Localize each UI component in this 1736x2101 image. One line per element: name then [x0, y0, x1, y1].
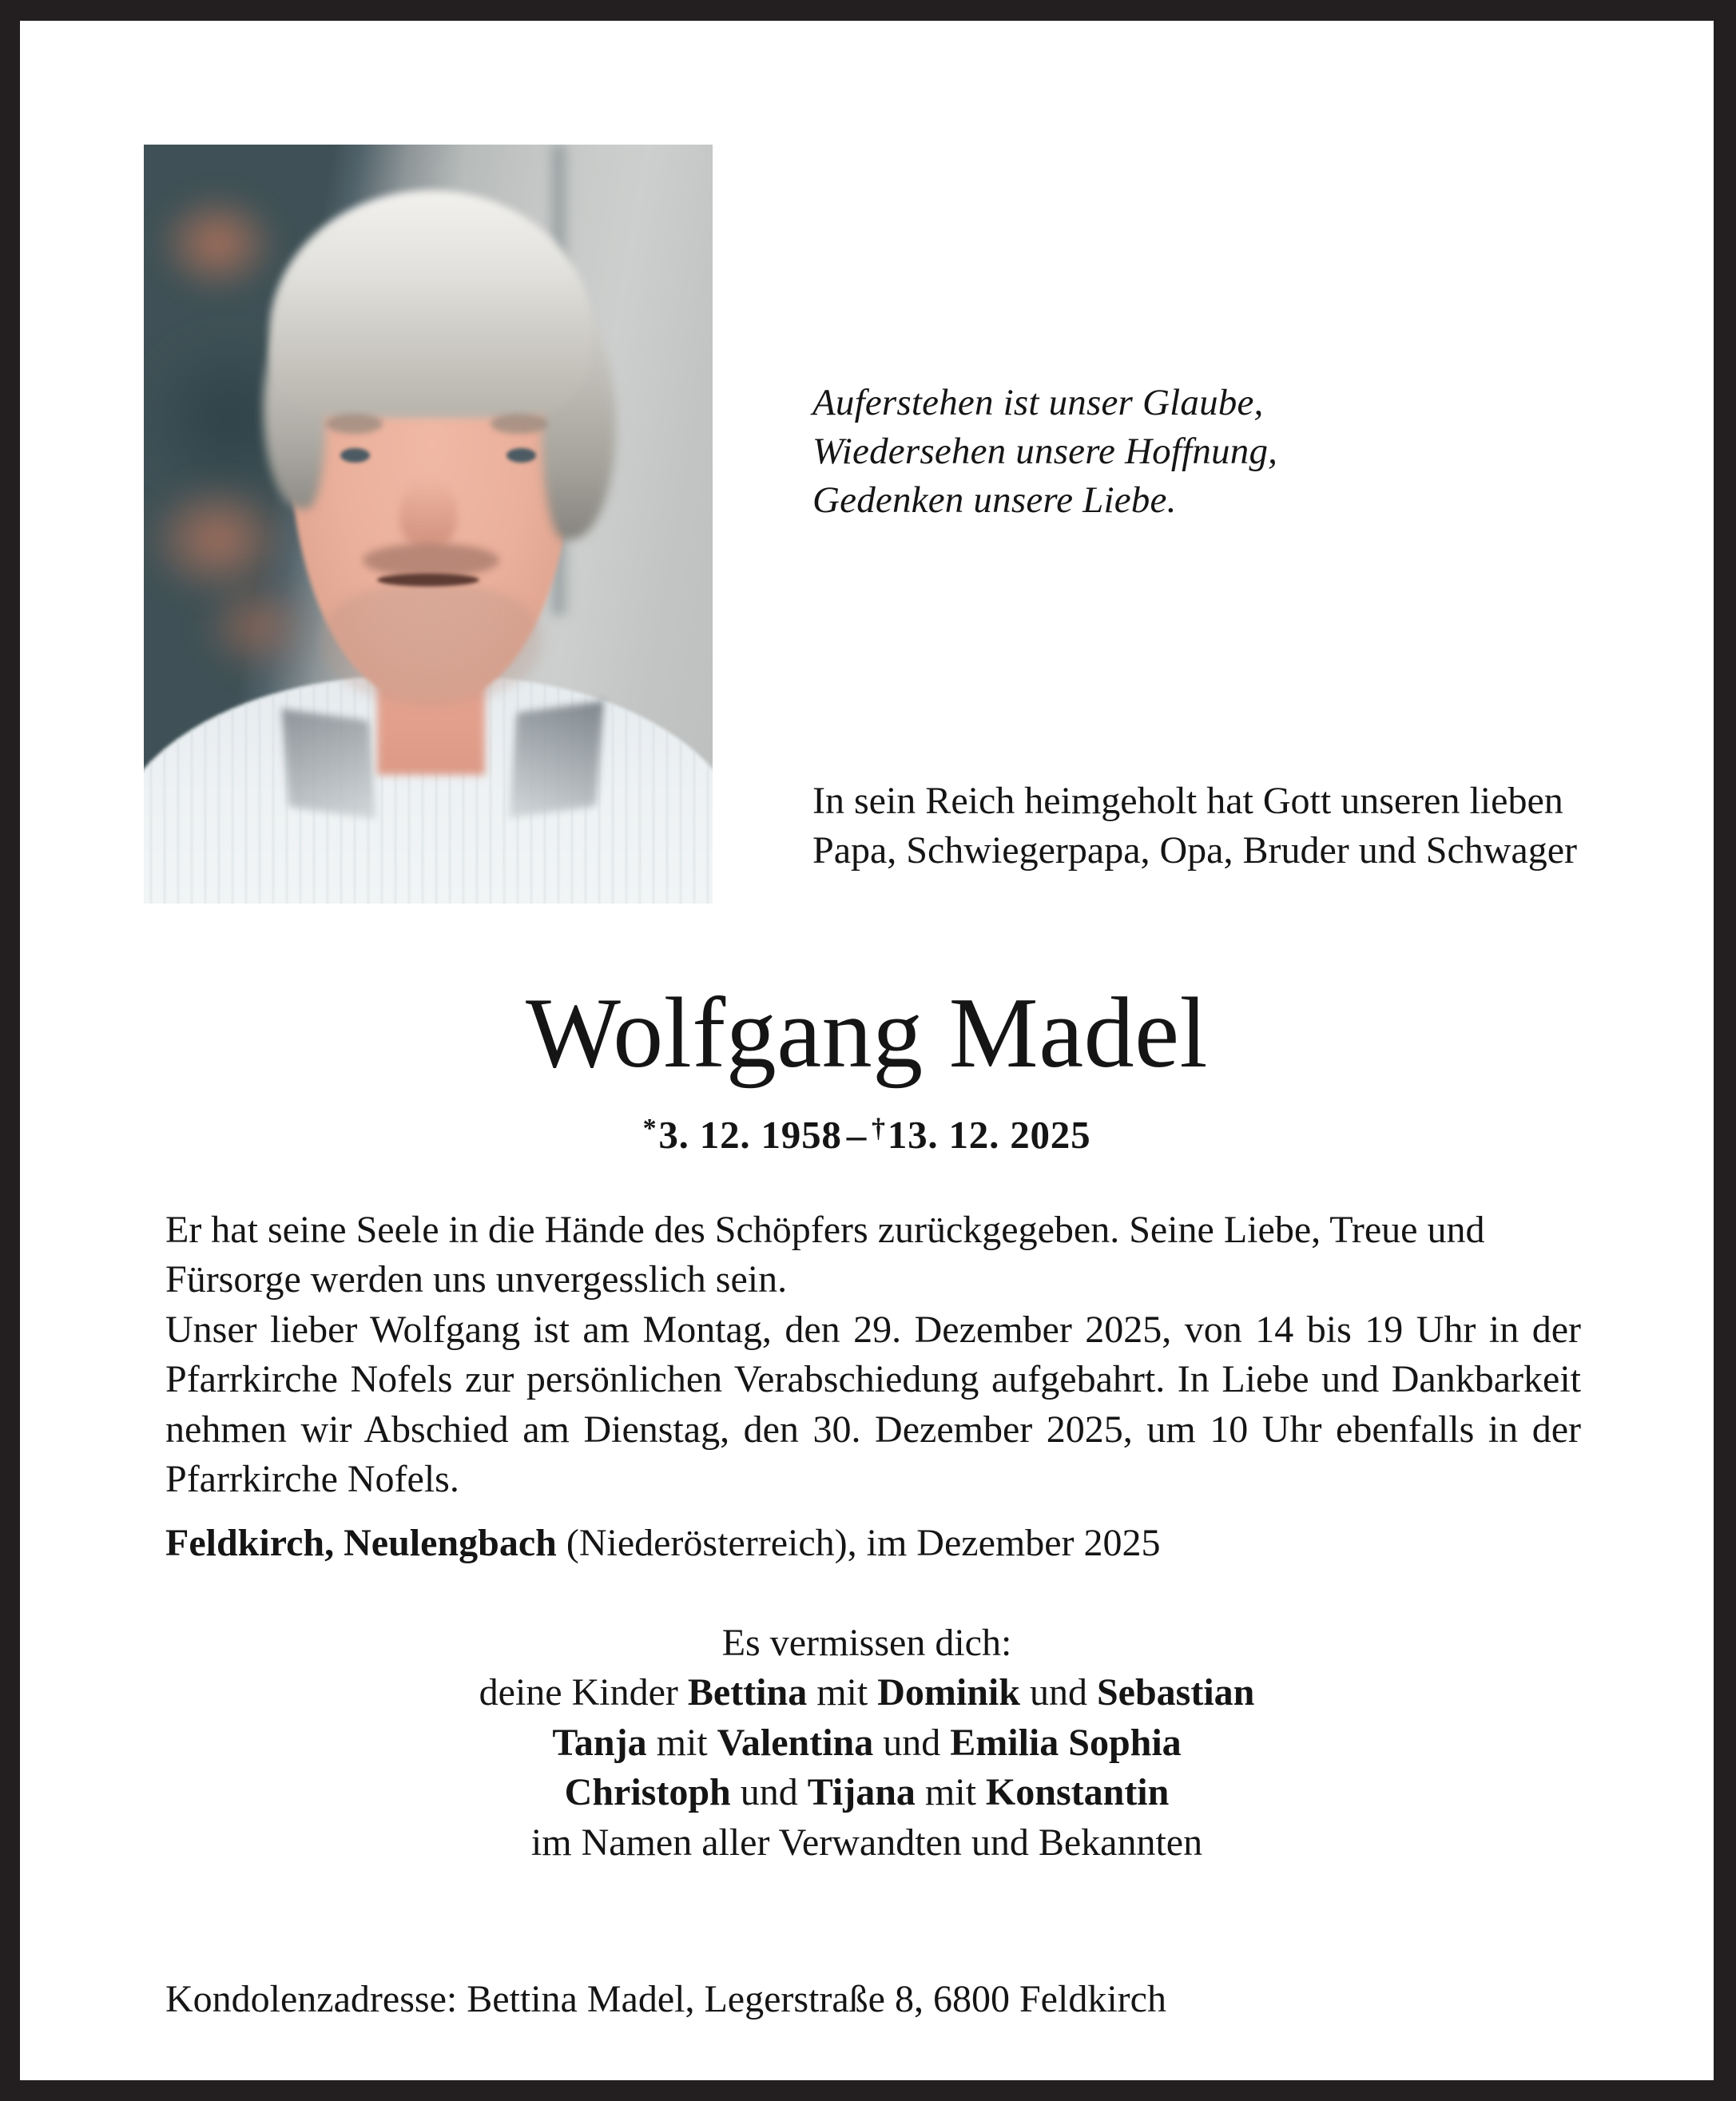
- deceased-name: Wolfgang Madel: [525, 978, 1209, 1089]
- place-date-line: [165, 1519, 1581, 1568]
- body-paragraph-1: Er hat seine Seele in die Hände des Schöpfers zurückgegeben. Seine Liebe, Treue und Fürsorge werden uns unvergesslich sein.: [165, 1209, 1485, 1301]
- condolence-address: Kondolenzadresse: Bettina Madel, Legerstraße 8, 6800 Feldkirch: [165, 1978, 1166, 2020]
- epigraph-line-3: Gedenken unsere Liebe.: [812, 479, 1177, 522]
- survivors-line-2-mid-1: mit: [646, 1721, 717, 1764]
- death-date: 13. 12. 2025: [887, 1113, 1091, 1157]
- birth-star-icon: *: [642, 1114, 657, 1143]
- survivors-line-3-mid-1: und: [730, 1771, 808, 1814]
- epigraph-line-2: Wiedersehen unsere Hoffnung,: [812, 431, 1278, 473]
- photo-eyebrow-left: [326, 414, 383, 434]
- photo-eye-left: [340, 448, 370, 463]
- survivors-heading: Es vermissen dich:: [721, 1622, 1012, 1664]
- survivor-tijana: Tijana: [807, 1771, 916, 1814]
- photo-eyebrow-right: [491, 414, 547, 434]
- survivors-closing: im Namen aller Verwandten und Bekannten: [530, 1821, 1203, 1864]
- survivors-line-3-mid-2: mit: [915, 1771, 986, 1814]
- epigraph-line-1: Auferstehen ist unser Glaube,: [812, 382, 1264, 423]
- survivor-emilia-sophia: Emilia Sophia: [950, 1721, 1182, 1764]
- survivor-christoph: Christoph: [564, 1771, 731, 1814]
- photo-moustache: [363, 543, 499, 578]
- survivor-tanja: Tanja: [552, 1721, 647, 1764]
- survivor-sebastian: Sebastian: [1096, 1671, 1255, 1714]
- photo-nose: [399, 479, 456, 547]
- life-dates: [20, 1112, 1714, 1158]
- survivors-block: [20, 1618, 1714, 1868]
- survivor-konstantin: Konstantin: [985, 1771, 1170, 1814]
- birth-date: 3. 12. 1958: [658, 1113, 842, 1157]
- survivors-line-1: [20, 1668, 1714, 1718]
- photo-collar-left: [282, 709, 376, 818]
- intro-text: In sein Reich heimgeholt hat Gott unseren lieben Papa, Schwiegerpapa, Opa, Bruder und Schwager: [812, 780, 1578, 872]
- date-separator: –: [846, 1113, 867, 1157]
- photo-beard: [320, 585, 542, 706]
- photo-collar-right: [509, 701, 603, 818]
- obituary-sheet: [20, 21, 1714, 2080]
- survivors-line-2: [20, 1718, 1714, 1768]
- photo-mouth: [377, 574, 479, 586]
- survivors-line-1-mid-2: und: [1019, 1671, 1097, 1714]
- epigraph: [812, 379, 1611, 525]
- place-names: Feldkirch, Neulengbach: [165, 1522, 557, 1564]
- portrait-photo: [144, 145, 713, 904]
- body-paragraph-2: Unser lieber Wolfgang ist am Montag, den 29. Dezember 2025, von 14 bis 19 Uhr in der Pfarrkirche Nofels zur persönlichen Verabschiedung aufgebahrt. In Liebe und Dankbarkeit nehmen wir Abschied am Dienstag, den 30. Dezember 2025, um 10 Uhr ebenfalls in der Pfarrkirche Nofels.: [165, 1309, 1581, 1501]
- photo-background-blotch-upper: [155, 190, 280, 296]
- survivors-line-2-mid-2: und: [873, 1721, 951, 1764]
- survivor-bettina: Bettina: [687, 1671, 808, 1714]
- survivors-line-3: [20, 1768, 1714, 1817]
- survivor-dominik: Dominik: [877, 1671, 1020, 1714]
- survivors-line-1-prefix: deine Kinder: [479, 1671, 688, 1714]
- photo-background-blotch-lower: [201, 578, 314, 677]
- place-line-rest: (Niederösterreich), im Dezember 2025: [556, 1522, 1161, 1564]
- survivors-line-1-mid-1: mit: [807, 1671, 878, 1714]
- survivor-valentina: Valentina: [717, 1721, 874, 1764]
- death-cross-icon: †: [872, 1114, 886, 1143]
